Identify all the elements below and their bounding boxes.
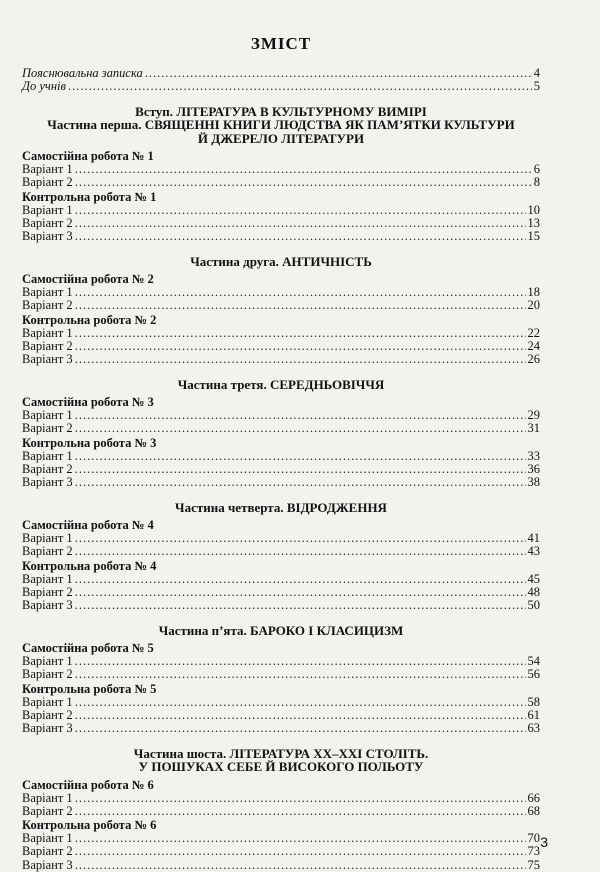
variant-entry <box>22 340 540 353</box>
entry-label: Варіант 1 <box>22 531 73 546</box>
entry-label: Варіант 1 <box>22 694 73 709</box>
variant-entry <box>22 532 540 545</box>
variant-entry <box>22 599 540 612</box>
part-title-text: СЕРЕДНЬОВІЧЧЯ <box>269 376 385 392</box>
entry-label: Варіант 1 <box>22 325 73 340</box>
part-titles <box>22 501 540 515</box>
entry-label: Варіант 2 <box>22 175 73 190</box>
part-titles <box>22 255 540 269</box>
dot-leader <box>75 409 526 422</box>
dot-leader <box>75 655 526 668</box>
variant-entry <box>22 163 540 176</box>
entry-page-number: 68 <box>527 803 540 818</box>
entry-page-number: 33 <box>527 448 540 463</box>
entry-page-number: 58 <box>527 694 540 709</box>
work-group-title: Самостійна робота № 3 <box>22 395 154 410</box>
page-title: ЗМІСТ <box>250 34 312 53</box>
entry-page-number: 56 <box>527 667 540 682</box>
entry-label: Варіант 2 <box>22 667 73 682</box>
part-title <box>22 760 540 774</box>
entry-label: Варіант 2 <box>22 844 73 859</box>
variant-entry <box>22 217 540 230</box>
dot-leader <box>75 832 526 845</box>
toc-part <box>22 378 540 490</box>
entry-page-number: 6 <box>533 162 540 177</box>
entry-page-number: 13 <box>527 215 540 230</box>
work-group-title: Самостійна робота № 5 <box>22 641 154 656</box>
dot-leader <box>75 463 526 476</box>
dot-leader <box>75 476 526 489</box>
variant-entry <box>22 409 540 422</box>
variant-entry <box>22 573 540 586</box>
part-title-text: ВІДРОДЖЕННЯ <box>286 499 387 515</box>
entry-label: Варіант 2 <box>22 215 73 230</box>
variant-entry <box>22 845 540 858</box>
work-group-title: Контрольна робота № 2 <box>22 312 157 327</box>
dot-leader <box>75 353 526 366</box>
entry-page-number: 43 <box>527 544 540 559</box>
variant-entry <box>22 668 540 681</box>
dot-leader <box>75 217 526 230</box>
dot-leader <box>75 586 526 599</box>
part-title <box>22 118 540 132</box>
dot-leader <box>75 327 526 340</box>
part-title-prefix: Частина четверта. <box>175 499 284 515</box>
work-group-title: Контрольна робота № 1 <box>22 189 157 204</box>
part-titles <box>22 624 540 638</box>
entry-page-number: 45 <box>527 571 540 586</box>
dot-leader <box>75 859 526 872</box>
work-group-title: Контрольна робота № 4 <box>22 558 157 573</box>
work-group-title: Контрольна робота № 3 <box>22 435 157 450</box>
variant-entry <box>22 353 540 366</box>
part-title-text: У ПОШУКАХ СЕБЕ Й ВИСОКОГО ПОЛЬОТУ <box>138 759 424 775</box>
entry-page-number: 5 <box>533 79 540 94</box>
dot-leader <box>75 299 526 312</box>
entry-label: Варіант 2 <box>22 421 73 436</box>
entry-label: Варіант 1 <box>22 448 73 463</box>
entry-label: Варіант 3 <box>22 475 73 490</box>
entry-page-number: 54 <box>527 654 540 669</box>
dot-leader <box>75 696 526 709</box>
table-of-contents <box>22 34 540 872</box>
part-title-prefix: Частина друга. <box>190 253 279 269</box>
variant-entry <box>22 696 540 709</box>
part-titles <box>22 747 540 774</box>
entry-label: Варіант 2 <box>22 298 73 313</box>
entry-page-number: 50 <box>527 598 540 613</box>
dot-leader <box>75 450 526 463</box>
variant-entry <box>22 805 540 818</box>
part-title <box>22 624 540 638</box>
work-group-title: Самостійна робота № 1 <box>22 149 154 164</box>
entry-label: Варіант 2 <box>22 707 73 722</box>
dot-leader <box>145 67 532 80</box>
variant-entry <box>22 299 540 312</box>
dot-leader <box>75 805 526 818</box>
variant-entry <box>22 722 540 735</box>
work-group-title: Самостійна робота № 4 <box>22 518 154 533</box>
entry-label: Варіант 2 <box>22 461 73 476</box>
work-group-title: Самостійна робота № 6 <box>22 777 154 792</box>
part-title <box>22 105 540 119</box>
entry-label: Варіант 2 <box>22 584 73 599</box>
part-title-text: ЛІТЕРАТУРА XX–XXI СТОЛІТЬ. <box>229 745 429 761</box>
entry-label: Варіант 1 <box>22 408 73 423</box>
entry-page-number: 26 <box>527 352 540 367</box>
intro-entries <box>22 67 540 94</box>
intro-entry <box>22 80 540 93</box>
variant-entry <box>22 327 540 340</box>
dot-leader <box>75 230 526 243</box>
variant-entry <box>22 586 540 599</box>
variant-entry <box>22 286 540 299</box>
entry-page-number: 38 <box>527 475 540 490</box>
entry-page-number: 70 <box>527 831 540 846</box>
part-title-text: ЛІТЕРАТУРА В КУЛЬТУРНОМУ ВИМІРІ <box>176 103 427 119</box>
dot-leader <box>75 204 526 217</box>
toc-part <box>22 105 540 244</box>
variant-entry <box>22 204 540 217</box>
intro-entry <box>22 67 540 80</box>
part-title-prefix: Частина перша. <box>47 117 142 133</box>
toc-parts <box>22 105 540 872</box>
entry-page-number: 24 <box>527 338 540 353</box>
part-title-prefix: Частина п’ята. <box>158 622 247 638</box>
toc-part <box>22 747 540 872</box>
entry-page-number: 48 <box>527 584 540 599</box>
dot-leader <box>75 532 526 545</box>
entry-page-number: 36 <box>527 461 540 476</box>
variant-entry <box>22 450 540 463</box>
variant-entry <box>22 709 540 722</box>
entry-label: До учнів <box>22 79 66 94</box>
part-title <box>22 255 540 269</box>
variant-entry <box>22 832 540 845</box>
part-title <box>22 501 540 515</box>
toc-part <box>22 255 540 367</box>
dot-leader <box>75 163 532 176</box>
part-title-prefix: Частина шоста. <box>133 745 227 761</box>
part-titles <box>22 378 540 392</box>
entry-label: Варіант 2 <box>22 803 73 818</box>
entry-page-number: 66 <box>527 790 540 805</box>
entry-label: Варіант 1 <box>22 202 73 217</box>
entry-label: Варіант 3 <box>22 721 73 736</box>
entry-label: Варіант 1 <box>22 571 73 586</box>
variant-entry <box>22 463 540 476</box>
part-title <box>22 378 540 392</box>
entry-label: Варіант 1 <box>22 285 73 300</box>
dot-leader <box>75 792 526 805</box>
variant-entry <box>22 545 540 558</box>
entry-label: Варіант 2 <box>22 338 73 353</box>
variant-entry <box>22 476 540 489</box>
dot-leader <box>75 176 532 189</box>
entry-page-number: 75 <box>527 857 540 872</box>
part-title-text: БАРОКО І КЛАСИЦИЗМ <box>250 622 404 638</box>
dot-leader <box>75 286 526 299</box>
variant-entry <box>22 422 540 435</box>
part-title-text: Й ДЖЕРЕЛО ЛІТЕРАТУРИ <box>197 130 365 146</box>
part-title-prefix: Частина третя. <box>177 376 267 392</box>
dot-leader <box>75 709 526 722</box>
entry-label: Варіант 1 <box>22 162 73 177</box>
entry-page-number: 31 <box>527 421 540 436</box>
entry-page-number: 41 <box>527 531 540 546</box>
work-group-title: Контрольна робота № 5 <box>22 681 157 696</box>
dot-leader <box>75 845 526 858</box>
entry-page-number: 61 <box>527 707 540 722</box>
toc-part <box>22 624 540 736</box>
dot-leader <box>75 340 526 353</box>
part-title <box>22 747 540 761</box>
entry-label: Варіант 1 <box>22 654 73 669</box>
dot-leader <box>75 545 526 558</box>
variant-entry <box>22 859 540 872</box>
entry-label: Варіант 3 <box>22 229 73 244</box>
dot-leader <box>75 722 526 735</box>
work-group-title: Контрольна робота № 6 <box>22 818 157 833</box>
entry-page-number: 22 <box>527 325 540 340</box>
toc-part <box>22 501 540 613</box>
variant-entry <box>22 792 540 805</box>
entry-label: Варіант 3 <box>22 857 73 872</box>
work-group-title: Самостійна робота № 2 <box>22 272 154 287</box>
entry-label: Пояснювальна записка <box>22 66 143 80</box>
variant-entry <box>22 176 540 189</box>
variant-entry <box>22 230 540 243</box>
dot-leader <box>75 599 526 612</box>
entry-page-number: 63 <box>527 721 540 736</box>
part-title-text: АНТИЧНІСТЬ <box>282 253 372 269</box>
entry-label: Варіант 3 <box>22 598 73 613</box>
dot-leader <box>68 80 532 93</box>
page-number: 3 <box>540 834 548 850</box>
dot-leader <box>75 422 526 435</box>
entry-label: Варіант 2 <box>22 544 73 559</box>
entry-label: Варіант 1 <box>22 831 73 846</box>
entry-label: Варіант 3 <box>22 352 73 367</box>
entry-page-number: 4 <box>533 66 540 80</box>
part-title-prefix: Вступ. <box>135 103 174 119</box>
part-titles <box>22 105 540 146</box>
dot-leader <box>75 668 526 681</box>
entry-page-number: 18 <box>527 285 540 300</box>
entry-page-number: 8 <box>533 175 540 190</box>
entry-label: Варіант 1 <box>22 790 73 805</box>
entry-page-number: 73 <box>527 844 540 859</box>
entry-page-number: 10 <box>527 202 540 217</box>
part-title-text: СВЯЩЕННІ КНИГИ ЛЮДСТВА ЯК ПАМ’ЯТКИ КУЛЬТУРИ <box>144 117 515 133</box>
entry-page-number: 29 <box>527 408 540 423</box>
entry-page-number: 15 <box>527 229 540 244</box>
entry-page-number: 20 <box>527 298 540 313</box>
variant-entry <box>22 655 540 668</box>
dot-leader <box>75 573 526 586</box>
part-title <box>22 132 540 146</box>
